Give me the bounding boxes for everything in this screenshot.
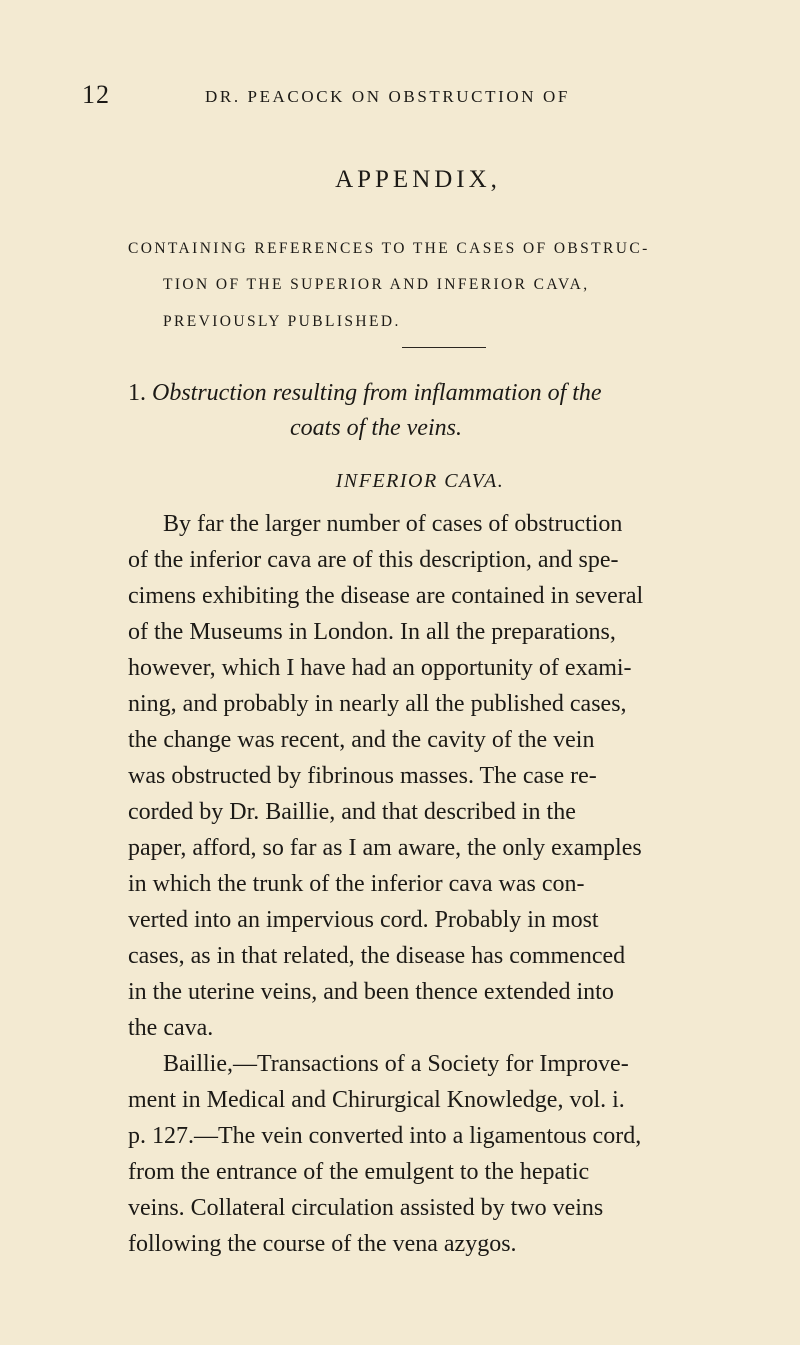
body-line: the change was recent, and the cavity of the vein <box>128 727 595 753</box>
body-line: Baillie,—Transactions of a Society for Improve- <box>163 1051 629 1077</box>
body-line: of the inferior cava are of this description, and spe- <box>128 547 619 573</box>
section-subheading: INFERIOR CAVA. <box>335 470 505 492</box>
section-divider <box>402 347 486 348</box>
body-line: the cava. <box>128 1015 214 1041</box>
appendix-subtitle-line: CONTAINING REFERENCES TO THE CASES OF OBSTRUC- <box>128 240 650 257</box>
body-line: paper, afford, so far as I am aware, the only examples <box>128 835 642 861</box>
body-line: from the entrance of the emulgent to the hepatic <box>128 1159 590 1185</box>
appendix-subtitle-line: TION OF THE SUPERIOR AND INFERIOR CAVA, <box>163 276 590 293</box>
section-heading-line <box>128 380 602 407</box>
body-line: in the uterine veins, and been thence extended into <box>128 979 614 1005</box>
body-line: ment in Medical and Chirurgical Knowledge, vol. i. <box>128 1087 625 1113</box>
body-line: corded by Dr. Baillie, and that described in the <box>128 799 576 825</box>
body-line: cimens exhibiting the disease are contained in several <box>128 583 644 609</box>
page-number: 12 <box>82 80 110 109</box>
body-line: verted into an impervious cord. Probably in most <box>128 907 599 933</box>
body-line: veins. Collateral circulation assisted by two veins <box>128 1195 604 1221</box>
body-line: of the Museums in London. In all the preparations, <box>128 619 616 645</box>
section-heading-text: Obstruction resulting from inflammation of the <box>152 380 602 406</box>
body-line: p. 127.—The vein converted into a ligamentous cord, <box>128 1123 642 1149</box>
body-line: however, which I have had an opportunity of exami- <box>128 655 632 681</box>
body-line: was obstructed by fibrinous masses. The case re- <box>128 763 597 789</box>
body-line: ning, and probably in nearly all the published cases, <box>128 691 627 717</box>
body-line: By far the larger number of cases of obstruction <box>163 511 623 537</box>
section-heading-line: coats of the veins. <box>290 415 462 441</box>
body-line: in which the trunk of the inferior cava was con- <box>128 871 585 897</box>
running-head <box>0 80 800 116</box>
section-number: 1. <box>128 380 146 406</box>
appendix-subtitle-line: PREVIOUSLY PUBLISHED. <box>163 313 401 330</box>
running-title: DR. PEACOCK ON OBSTRUCTION OF <box>205 87 570 106</box>
appendix-title: APPENDIX, <box>335 166 501 193</box>
body-line: cases, as in that related, the disease has commenced <box>128 943 626 969</box>
body-line: following the course of the vena azygos. <box>128 1231 517 1257</box>
